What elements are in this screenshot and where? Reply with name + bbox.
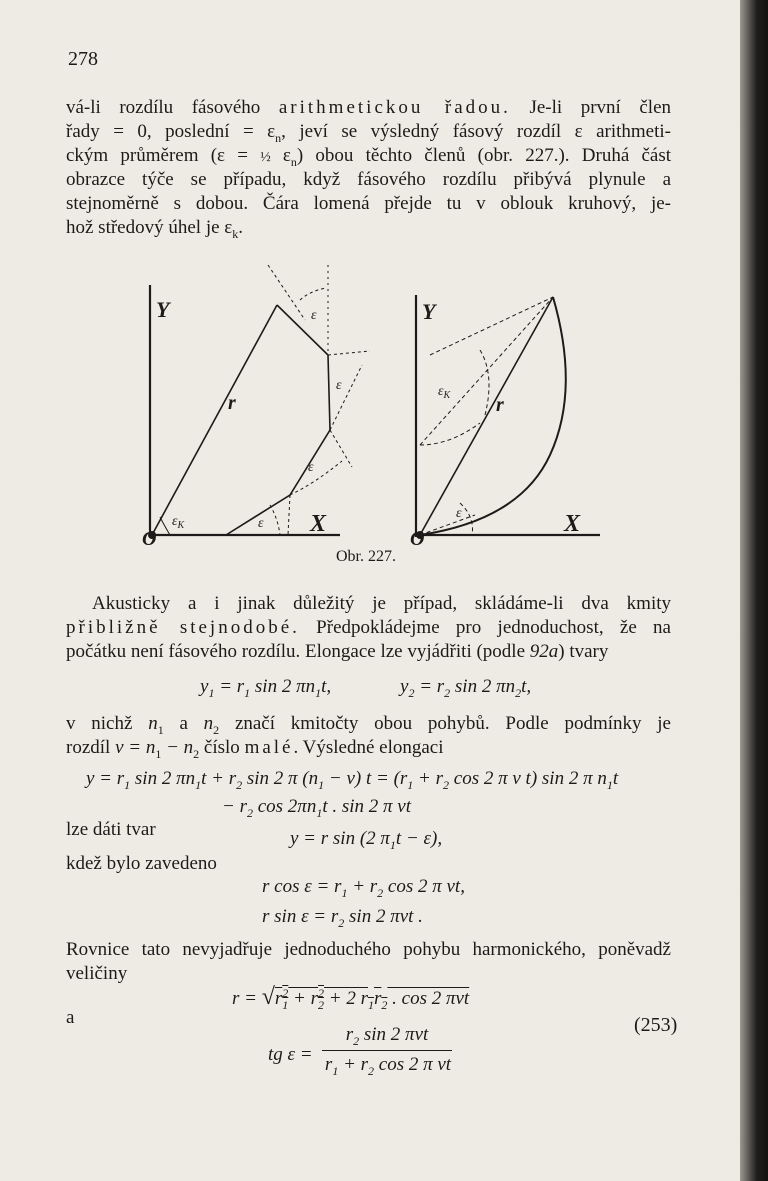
equation-y1: $y_1 = r_1$ sin 2 $\pi n_1t$, xyxy=(200,676,332,700)
text-line: počátku není fásového rozdílu. Elongace lze vyjádřiti (podle 92a) tvary xyxy=(66,641,609,662)
left-dash xyxy=(328,351,370,355)
right-arc xyxy=(420,423,480,445)
figure-right-panel xyxy=(416,295,600,539)
text-line: veličiny xyxy=(66,963,128,984)
left-r-label: r xyxy=(228,392,236,414)
text-line: vá-li rozdílu fásového arithmetickou řadou. Je-li první člen xyxy=(66,97,672,118)
equation-sum: $y = r_1$ sin 2 $\pi n_1t + r_2$ sin 2 π $(n_1 - \nu) t = (r_1 + r_2$ cos 2 π ν t) sin 2 π $n_1t$ xyxy=(86,768,619,792)
left-eps-label: ε xyxy=(336,378,342,393)
equation-sum-line2: − $r_2$ $\cos 2\pi n_1t$ . sin 2 π νt xyxy=(222,796,412,820)
right-dash xyxy=(430,297,553,355)
equation-tg-denominator: $r_1 + r_2$ cos 2 π νt xyxy=(324,1054,452,1078)
text-line: řady = 0, poslední = $\varepsilon_n$, jeví se výsledný fásový rozdíl ε arithmeti- xyxy=(66,121,671,145)
left-arc xyxy=(300,288,326,300)
left-y-label: Y xyxy=(156,297,170,322)
equation-y2: $y_2 = r_2$ sin 2 $\pi n_2t$, xyxy=(400,676,532,700)
figure-227 xyxy=(130,255,610,555)
text-line: přibližně stejnodobé. Předpokládejme pro jednoduchost, že na xyxy=(66,617,671,638)
text-line: lze dáti tvar xyxy=(66,819,156,840)
right-arc-curve xyxy=(420,297,566,535)
left-polygon xyxy=(226,305,330,535)
text-line: rozdíl $\nu = n_1 - n_2$ číslo malé. Výsledné elongaci xyxy=(66,737,444,761)
fraction-bar xyxy=(322,1050,452,1051)
left-arc xyxy=(290,461,342,495)
left-dash xyxy=(330,365,362,430)
equation-rcos: r $\cos \varepsilon = r_1 + r_2$ cos 2 π νt, xyxy=(262,876,465,900)
text-line: ckým průměrem (ε = ½ $\varepsilon_n$) obou těchto členů (obr. 227.). Druhá část xyxy=(66,145,672,169)
left-resultant-r xyxy=(152,305,277,535)
left-eps-label: ε xyxy=(258,516,264,531)
right-resultant-r xyxy=(420,297,553,535)
text-line: v nichž $n_1$ a $n_2$ značí kmitočty obou pohybů. Podle podmínky je xyxy=(66,713,671,737)
text-line: stejnoměrně s dobou. Čára lomená přejde tu v oblouk kruhový, je- xyxy=(66,193,671,214)
text-line: Rovnice tato nevyjadřuje jednoduchého pohybu harmonického, poněvadž xyxy=(66,939,671,960)
right-dash xyxy=(420,297,553,445)
equation-r: $r = √r_1^2 + r_2^2 + 2$ $r_1r_2$ . cos 2 πνt xyxy=(232,984,470,1012)
equation-number: (253) xyxy=(634,1014,678,1036)
right-origin-label: O xyxy=(410,528,425,550)
left-x-label: X xyxy=(310,511,327,537)
left-origin-label: O xyxy=(142,528,157,550)
figure-caption: Obr. 227. xyxy=(336,548,396,565)
text-line: a xyxy=(66,1007,75,1028)
equation-rsin: r $\sin \varepsilon = r_2$ sin 2 πνt . xyxy=(262,906,423,930)
right-arc xyxy=(460,503,473,535)
left-eps-label: ε xyxy=(308,460,314,475)
book-edge-shadow xyxy=(740,0,768,1181)
text-line: kdež bylo zavedeno xyxy=(66,853,217,874)
equation-tg-numerator: $r_2$ sin 2 πνt xyxy=(345,1024,429,1048)
equation-tg-left: tg ε = xyxy=(268,1044,313,1065)
left-eps-label: ε xyxy=(311,308,317,323)
text-line: obrazce týče se případu, když fásového rozdílu přibývá plynule a xyxy=(66,169,671,190)
right-arc xyxy=(480,350,489,415)
right-x-label: X xyxy=(564,511,581,537)
text-line: hož středový úhel je $\varepsilon_k$. xyxy=(66,217,244,241)
left-arc xyxy=(270,505,280,535)
right-eps-k-label: $\varepsilon_K$ xyxy=(438,384,451,401)
left-arc xyxy=(160,517,170,535)
left-eps-k-label: $\varepsilon_K$ xyxy=(172,514,185,531)
right-r-label: r xyxy=(496,394,504,416)
right-y-label: Y xyxy=(422,299,436,324)
left-dash xyxy=(288,495,290,535)
figure-left-panel xyxy=(148,265,370,539)
text-line: Akusticky a i jinak důležitý je případ, skládáme-li dva kmity xyxy=(92,593,671,614)
page-number: 278 xyxy=(68,48,98,70)
right-eps-label: ε xyxy=(456,506,462,521)
equation-form: y = r sin (2 $\pi_1t - \varepsilon$), xyxy=(290,828,443,852)
